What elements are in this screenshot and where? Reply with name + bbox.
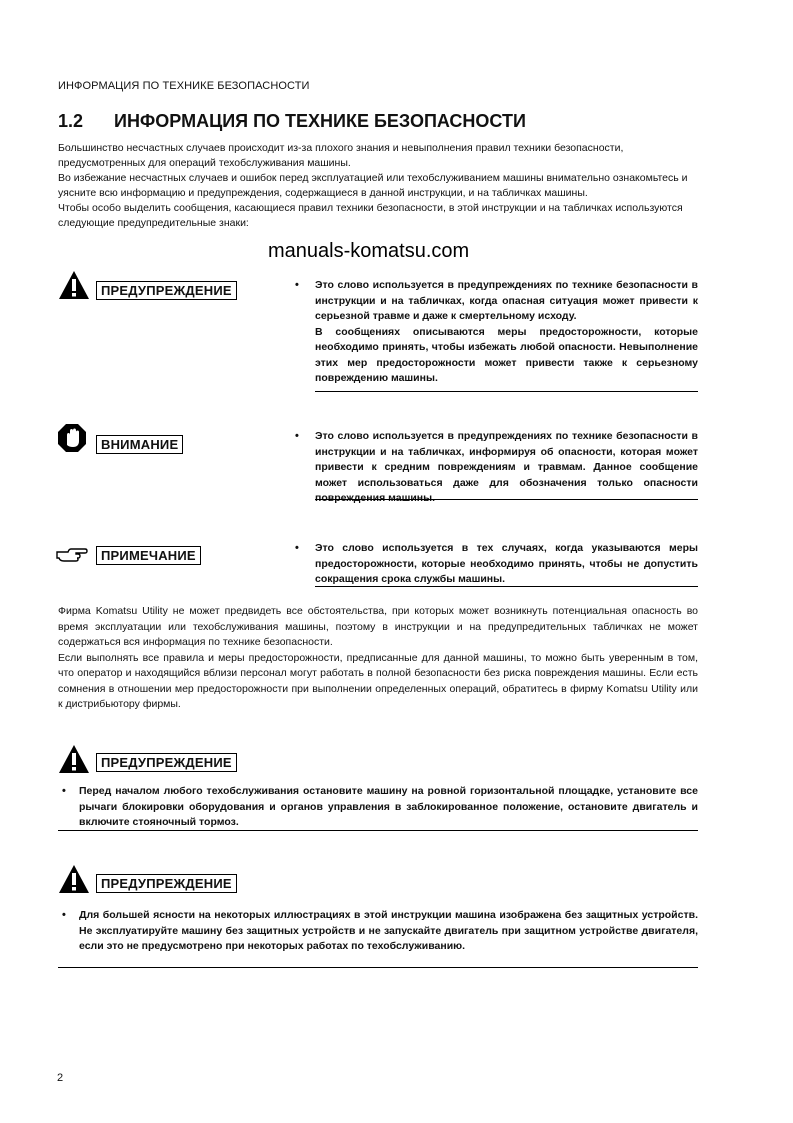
warning-label: ПРЕДУПРЕЖДЕНИЕ [96,874,237,893]
body-paragraph: Если выполнять все правила и меры предосторожности, предписанные для данной машины, то можно быть уверенным в том, что оператор и находящийся вблизи персонал могут работать в полной безопасности без риска повреждения машины. Если есть сомнения в отношении мер предосторожности при выполнении определенных операций, обратитесь в фирму Komatsu Utility или к дистрибьютору фирмы. [58,651,698,710]
divider [315,391,698,392]
divider [58,967,698,968]
bullet: • [62,909,66,921]
divider [58,830,698,831]
section-title-text: ИНФОРМАЦИЯ ПО ТЕХНИКЕ БЕЗОПАСНОСТИ [114,111,526,131]
warning-text: Для большей ясности на некоторых иллюстрациях в этой инструкции машина изображена без защитных устройств. Не эксплуатируйте машину без защитных устройств и не запускайте двигатель при защитном устройстве двигателя, если это не предусмотрено при некоторых работах по техобслуживанию. [79,909,698,952]
description-paragraph: В сообщениях описываются меры предосторожности, которые необходимо принять, чтобы избежать любой опасности. Невыполнение этих мер предосторожности может привести также к серьезному повреждению машины. [315,325,698,384]
warning-triangle-icon [58,864,90,894]
description-paragraph: Это слово используется в тех случаях, когда указываются меры предосторожности, которые необходимо принять, чтобы не допустить сокращения срока службы машины. [315,542,698,585]
body-paragraph: Фирма Komatsu Utility не может предвидеть все обстоятельства, при которых может возникнуть потенциальная опасность во время эксплуатации или техобслуживания машины, поэтому в инструкции и на предупредительных табличках не может содержаться вся информация по технике безопасности. [58,605,698,648]
intro-paragraph: Во избежание несчастных случаев и ошибок перед эксплуатацией или техобслуживанием машины внимательно ознакомьтесь и уясните всю информацию и предупреждения, содержащиеся в данной инструкции, и на табличках машины. [58,172,688,199]
caution-description [315,429,698,507]
note-description [315,541,698,588]
intro-text [58,141,698,231]
bullet: • [295,430,299,442]
divider [315,586,698,587]
warning-label: ПРЕДУПРЕЖДЕНИЕ [96,753,237,772]
section-number: 1.2 [58,111,84,131]
section-title [58,111,526,132]
watermark: manuals-komatsu.com [268,240,470,262]
pointing-hand-icon [56,547,88,563]
intro-paragraph: Большинство несчастных случаев происходит из-за плохого знания и невыполнения правил техники безопасности, предусмотренных для операций техобслуживания машины. [58,142,624,169]
warning-text: Перед началом любого техобслуживания остановите машину на ровной горизонтальной площадке, установите все рычаги блокировки оборудования и органов управления в заблокированное положение, остановите двигатель и включите стояночный тормоз. [79,785,698,828]
warning-description [315,278,698,387]
note-label: ПРИМЕЧАНИЕ [96,546,201,565]
page-number: 2 [57,1072,64,1084]
warning-triangle-icon [58,744,90,774]
body-text [58,604,698,713]
warning-label: ПРЕДУПРЕЖДЕНИЕ [96,281,237,300]
warning-triangle-icon [58,270,90,300]
description-paragraph: Это слово используется в предупреждениях по технике безопасности в инструкции и на табличках, когда опасная ситуация может привести к серьезной травме и даже к смертельному исходу. [315,279,698,322]
divider [315,499,698,500]
caution-label: ВНИМАНИЕ [96,435,183,454]
description-paragraph: Это слово используется в предупреждениях по технике безопасности в инструкции и на табличках, информируя об опасности, которая может привести к средним повреждениям и травмам. Данное сообщение может использоваться даже для обозначения только опасности повреждения машины. [315,430,698,504]
stop-hand-icon [57,423,87,453]
intro-paragraph: Чтобы особо выделить сообщения, касающиеся правил техники безопасности, в этой инструкции и на табличках используются следующие предупредительные знаки: [58,202,683,229]
bullet: • [295,279,299,291]
bullet: • [62,785,66,797]
running-header: ИНФОРМАЦИЯ ПО ТЕХНИКЕ БЕЗОПАСНОСТИ [58,80,310,92]
bullet: • [295,542,299,554]
